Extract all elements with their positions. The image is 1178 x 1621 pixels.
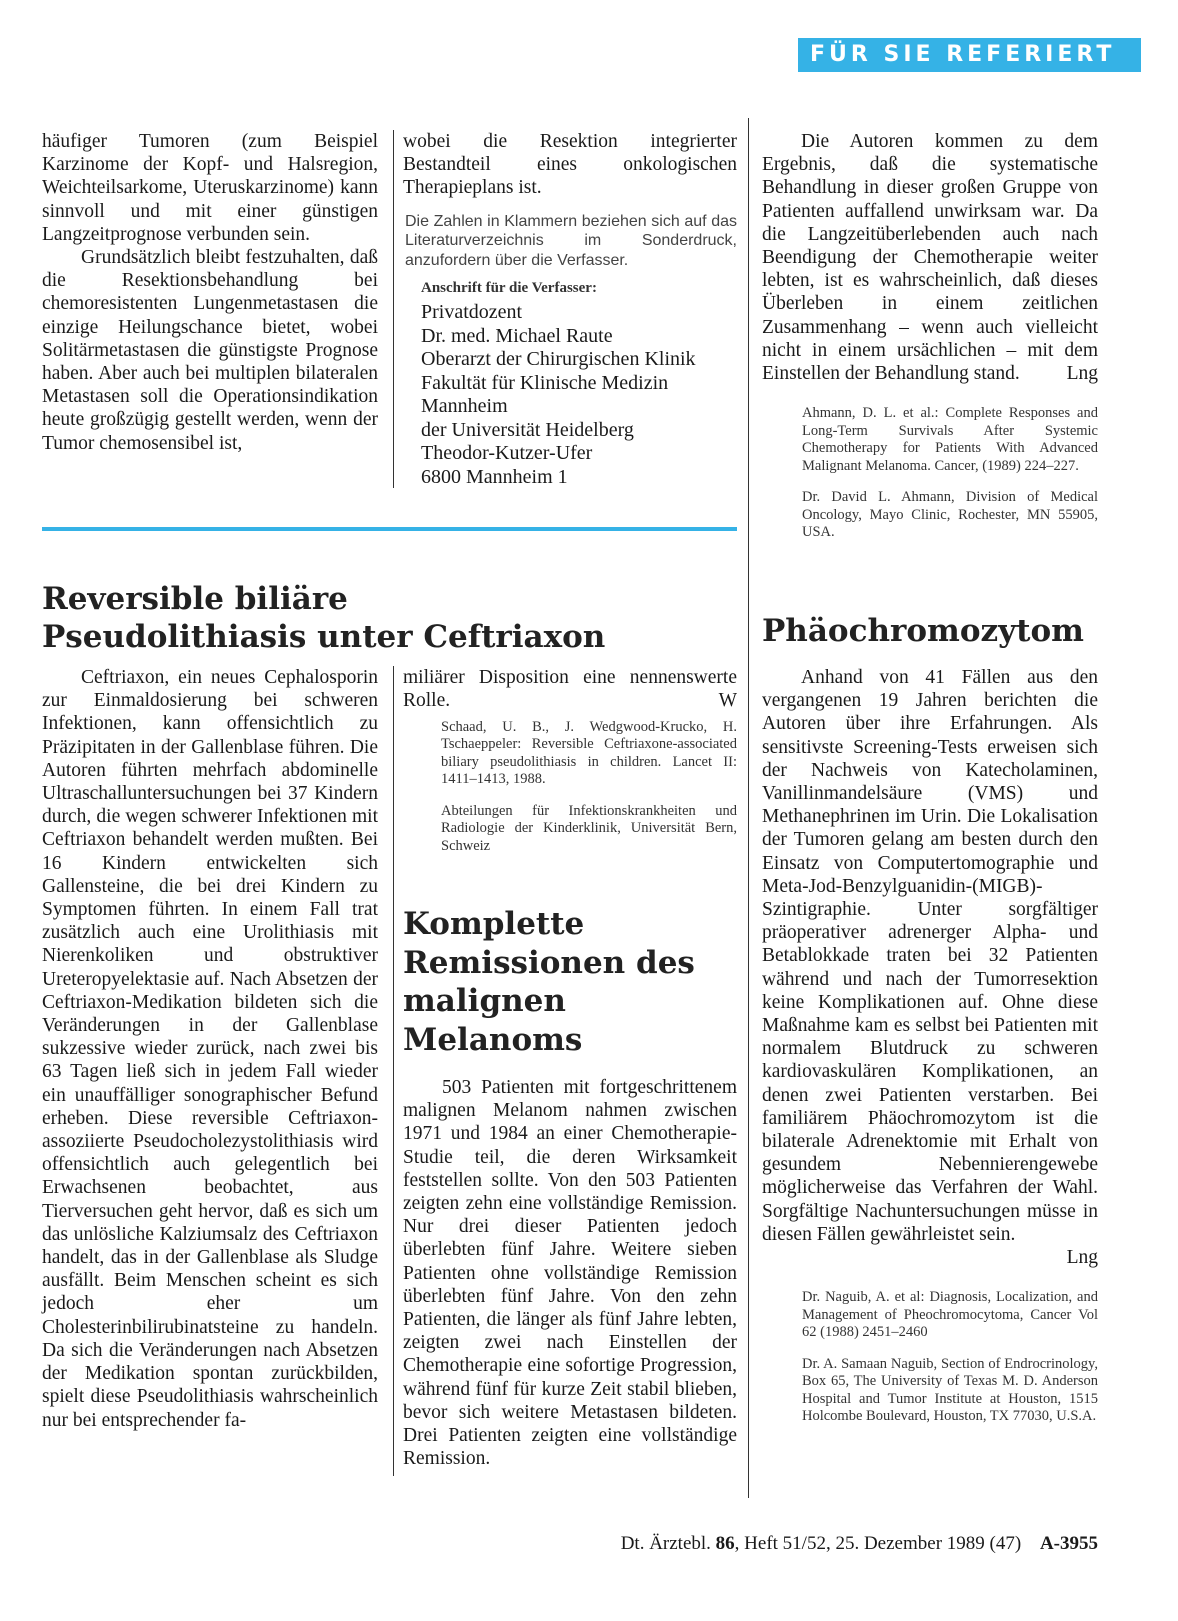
paragraph: 503 Patienten mit fortgeschrittenem malignen Melanom nahmen zwischen 1971 und 1984 an einer Chemotherapie-Studie teil, die deren Wirksamkeit feststellen sollte. Von den 503 Patienten zeigten zehn eine vollständige Remission. Nur drei dieser Patienten jedoch überlebten fünf Jahre. Weitere sieben Patienten ohne vollständige Remission überlebten fünf Jahre. Von den zehn Patienten, die länger als fünf Jahre lebten, zeigten zwei nach Einstellen der Chemotherapie eine sofortige Progression, während fünf für kurze Zeit stabil blieben, bevor sich weitere Metastasen bildeten. Drei Patienten zeigten eine vollständige Remission. [403, 1077, 737, 1470]
author-signature: Lng [1066, 1247, 1098, 1269]
journal-issue: , Heft 51/52, 25. Dezember 1989 (47) [734, 1533, 1022, 1554]
paragraph: häufiger Tumoren (zum Beispiel Karzinome der Kopf- und Halsregion, Weichteilsarkome, Uteruskarzinome) kann sinnvoll und mit einer günstigen Langzeitprognose verbunden sein. [42, 131, 378, 245]
reference: Dr. Naguib, A. et al: Diagnosis, Localization, and Management of Pheochromocytoma, Cancer Vol 62 (1988) 2451–2460 [802, 1289, 1098, 1341]
author-address [421, 280, 737, 489]
journal-name: Dt. Ärztebl. [620, 1533, 711, 1554]
reference: Schaad, U. B., J. Wedgwood-Krucko, H. Tschaeppeler: Reversible Ceftriaxone-associated biliary pseudolithiasis in children. Lancet II: 1411–1413, 1988. [441, 718, 737, 788]
paragraph: wobei die Resektion integrierter Bestandteil eines onkologischen Therapieplans ist. [403, 131, 737, 199]
col1-top-text [42, 130, 378, 455]
article-body [42, 666, 378, 1432]
reference: Dr. A. Samaan Naguib, Section of Endrocrinology, Box 65, The University of Texas M. D. Anderson Hospital and Tumor Institute at Houston, 1515 Holcombe Boulevard, Houston, TX 77030, U.S.A. [802, 1355, 1098, 1425]
title-line: Melanoms [403, 1021, 583, 1058]
reference-list [802, 405, 1098, 542]
section-banner: FÜR SIE REFERIERT [798, 38, 1141, 72]
author-signature: W [718, 690, 737, 712]
col3-top [762, 130, 1098, 556]
title-line: Komplette [403, 906, 585, 942]
reference-note: Die Zahlen in Klammern beziehen sich auf das Literaturverzeichnis im Sonderdruck, anzufordern über die Verfasser. [405, 212, 737, 269]
page-number: A-3955 [1039, 1533, 1098, 1554]
article-body [762, 666, 1098, 1440]
article-title [42, 580, 605, 656]
address-line: Privatdozent [421, 301, 523, 324]
paragraph: Die Autoren kommen zu dem Ergebnis, daß die systematische Behandlung in dieser großen Gruppe von Patienten auffallend unwirksam war. Da die Langzeitüberlebenden auch nach Beendigung der Chemotherapie weiter lebten, ist es wahrscheinlich, daß dieses Überleben in einem zeitlichen Zusammenhang – wenn auch vielleicht nicht in einem ursächlichen – mit dem Einstellen der Behandlung stand. [762, 131, 1098, 385]
paragraph: Anhand von 41 Fällen aus den vergangenen 19 Jahren berichten die Autoren über ihre Erfahrungen. Als sensitivste Screening-Tests erweisen sich der Nachweis von Katecholaminen, Vanillinmandelsäure (VMS) und Methanephrinen im Urin. Die Lokalisation der Tumoren gelang am besten durch den Einsatz von Computertomographie und Meta-Jod-Benzylguanidin-(MIGB)-Szintigraphie. Unter sorgfältiger präoperativer adrenerger Alpha- und Betablokkade traten bei 32 Patienten während und nach der Tumorresektion keine Komplikationen auf. Ohne diese Maßnahme kam es selbst bei Patienten mit normalem Blutdruck zu schweren kardiovaskulären Komplikationen, an denen zwei Patienten verstarben. Bei familiärem Phäochromozytom ist die bilaterale Adrenektomie mit Erhalt von gesundem Nebennierengewebe möglicherweise das Verfahren der Wahl. Sorgfältige Nachuntersuchungen müsse in diesen Fällen gewährleistet sein. [762, 667, 1098, 1245]
reference: Dr. David L. Ahmann, Division of Medical Oncology, Mayo Clinic, Rochester, MN 55905, USA. [802, 489, 1098, 541]
address-line: Fakultät für Klinische Medizin [421, 371, 669, 394]
column-divider [393, 666, 394, 1476]
article-body [403, 1076, 737, 1470]
reference: Ahmann, D. L. et al.: Complete Responses and Long-Term Survivals After Systemic Chemotherapy for Patients With Advanced Malignant Melanoma. Cancer, (1989) 224–227. [802, 405, 1098, 474]
title-line: Remissionen des [403, 944, 695, 981]
column-divider [748, 118, 749, 1498]
address-line: Dr. med. Michael Raute [421, 324, 613, 347]
col2-top [403, 130, 737, 489]
paragraph: Grundsätzlich bleibt festzuhalten, daß die Resektionsbehandlung bei chemoresistenten Lungenmetastasen die einzige Heilungschance bietet, wobei Solitärmetastasen die günstigste Prognose haben. Aber auch bei multiplen bilateralen Metastasen soll die Operationsindikation heute großzügig gestellt werden, wenn der Tumor chemosensibel ist, [42, 247, 378, 454]
page-footer [621, 1533, 1098, 1555]
column-divider [393, 130, 394, 488]
section-rule [42, 527, 737, 531]
address-line: Theodor-Kutzer-Ufer [421, 442, 593, 465]
author-signature: Lng [1066, 363, 1098, 385]
reference-list [441, 719, 737, 856]
article-title: Phäochromozytom [762, 613, 1084, 649]
title-line: Pseudolithiasis unter Ceftriaxon [42, 619, 606, 655]
title-line: Reversible biliäre [42, 581, 348, 617]
reference-list [802, 1289, 1098, 1426]
journal-volume: 86 [715, 1533, 735, 1554]
address-line: Oberarzt der Chirurgischen Klinik [421, 348, 696, 371]
paragraph: Ceftriaxon, ein neues Cephalosporin zur Einmaldosierung bei schweren Infektionen, kann offensichtlich zu Präzipitaten in der Gallenblase führen. Die Autoren führten mehrfach abdominelle Ultraschalluntersuchungen bei 37 Kindern durch, die wegen schwerer Infektionen mit Ceftriaxon behandelt werden mußten. Bei 16 Kindern entwickelten sich Gallensteine, die bei drei Kindern zu Symptomen führten. In einem Fall trat zusätzlich auch eine Urolithiasis mit Nierenkoliken und obstruktiver Ureteropyelektasie auf. Nach Absetzen der Ceftriaxon-Medikation bildeten sich die Veränderungen in der Gallenblase sukzessive wieder zurück, nach zwei bis 63 Tagen ließ sich in jedem Fall wieder ein unauffälliger sonographischer Befund erheben. Diese reversible Ceftriaxon-assoziierte Pseudocholezystolithiasis wird offensichtlich auch gelegentlich bei Erwachsenen beobachtet, aus Tierversuchen geht hervor, daß es sich um das unlösliche Kalziumsalz des Ceftriaxon handelt, das in der Gallenblase als Sludge ausfällt. Beim Menschen scheint es sich jedoch eher um Cholesterinbilirubinatsteine zu handeln. Da sich die Veränderungen nach Absetzen der Medikation spontan zurückbilden, spielt diese Pseudolithiasis wahrscheinlich nur bei entsprechender fa- [42, 667, 378, 1431]
address-line: Mannheim [421, 395, 508, 418]
article-title [403, 905, 695, 1059]
title-line: malignen [403, 983, 566, 1019]
reference: Abteilungen für Infektionskrankheiten und Radiologie der Kinderklinik, Universität Bern, Schweiz [441, 802, 737, 854]
article-body-col2 [403, 666, 737, 869]
address-line: der Universität Heidelberg [421, 418, 634, 441]
paragraph: miliärer Disposition eine nennenswerte Rolle. [403, 667, 737, 712]
address-line: 6800 Mannheim 1 [421, 465, 568, 488]
address-label: Anschrift für die Verfasser: [421, 280, 597, 297]
